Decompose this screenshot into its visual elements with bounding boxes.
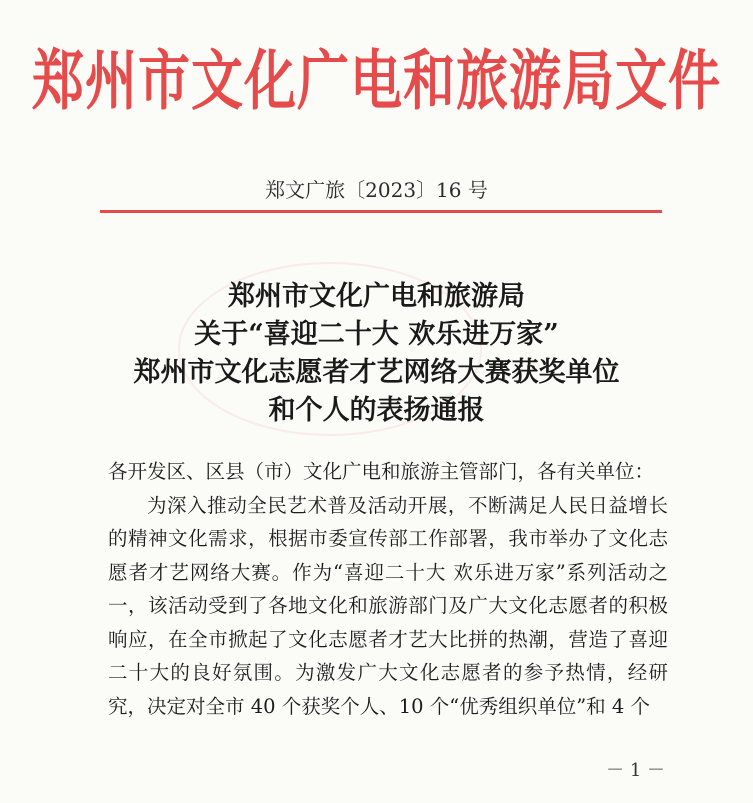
page-number: － 1 － xyxy=(606,760,665,781)
title-line-2: 关于“喜迎二十大 欢乐进万家” xyxy=(194,319,559,350)
notice-body xyxy=(108,455,668,723)
document-number: 郑文广旅〔2023〕16 号 xyxy=(265,178,488,202)
salutation: 各开发区、区县（市）文化广电和旅游主管部门，各有关单位： xyxy=(108,460,655,483)
body-paragraph: 为深入推动全民艺术普及活动开展，不断满足人民日益增长的精神文化需求，根据市委宣传部工作部署，我市举办了文化志愿者才艺网络大赛。作为“喜迎二十大 欢乐进万家”系列活动之一，该活动受到了各地文化和旅游部门及广大文化志愿者的积极响应，在全市掀起了文化志愿者才艺大比拼的热潮，营造了喜迎二十大的良好氛围。为激发广大文化志愿者的参予热情，经研究，决定对全市 40 个获奖个人、10 个“优秀组织单位”和 4 个 xyxy=(108,493,668,718)
red-divider-line xyxy=(100,210,662,213)
agency-header-title: 郑州市文化广电和旅游局文件 xyxy=(31,44,721,120)
title-line-1: 郑州市文化广电和旅游局 xyxy=(228,281,525,312)
notice-title xyxy=(0,278,753,430)
title-line-3: 郑州市文化志愿者才艺网络大赛获奖单位 xyxy=(133,357,620,388)
title-line-4: 和个人的表扬通报 xyxy=(268,395,485,426)
